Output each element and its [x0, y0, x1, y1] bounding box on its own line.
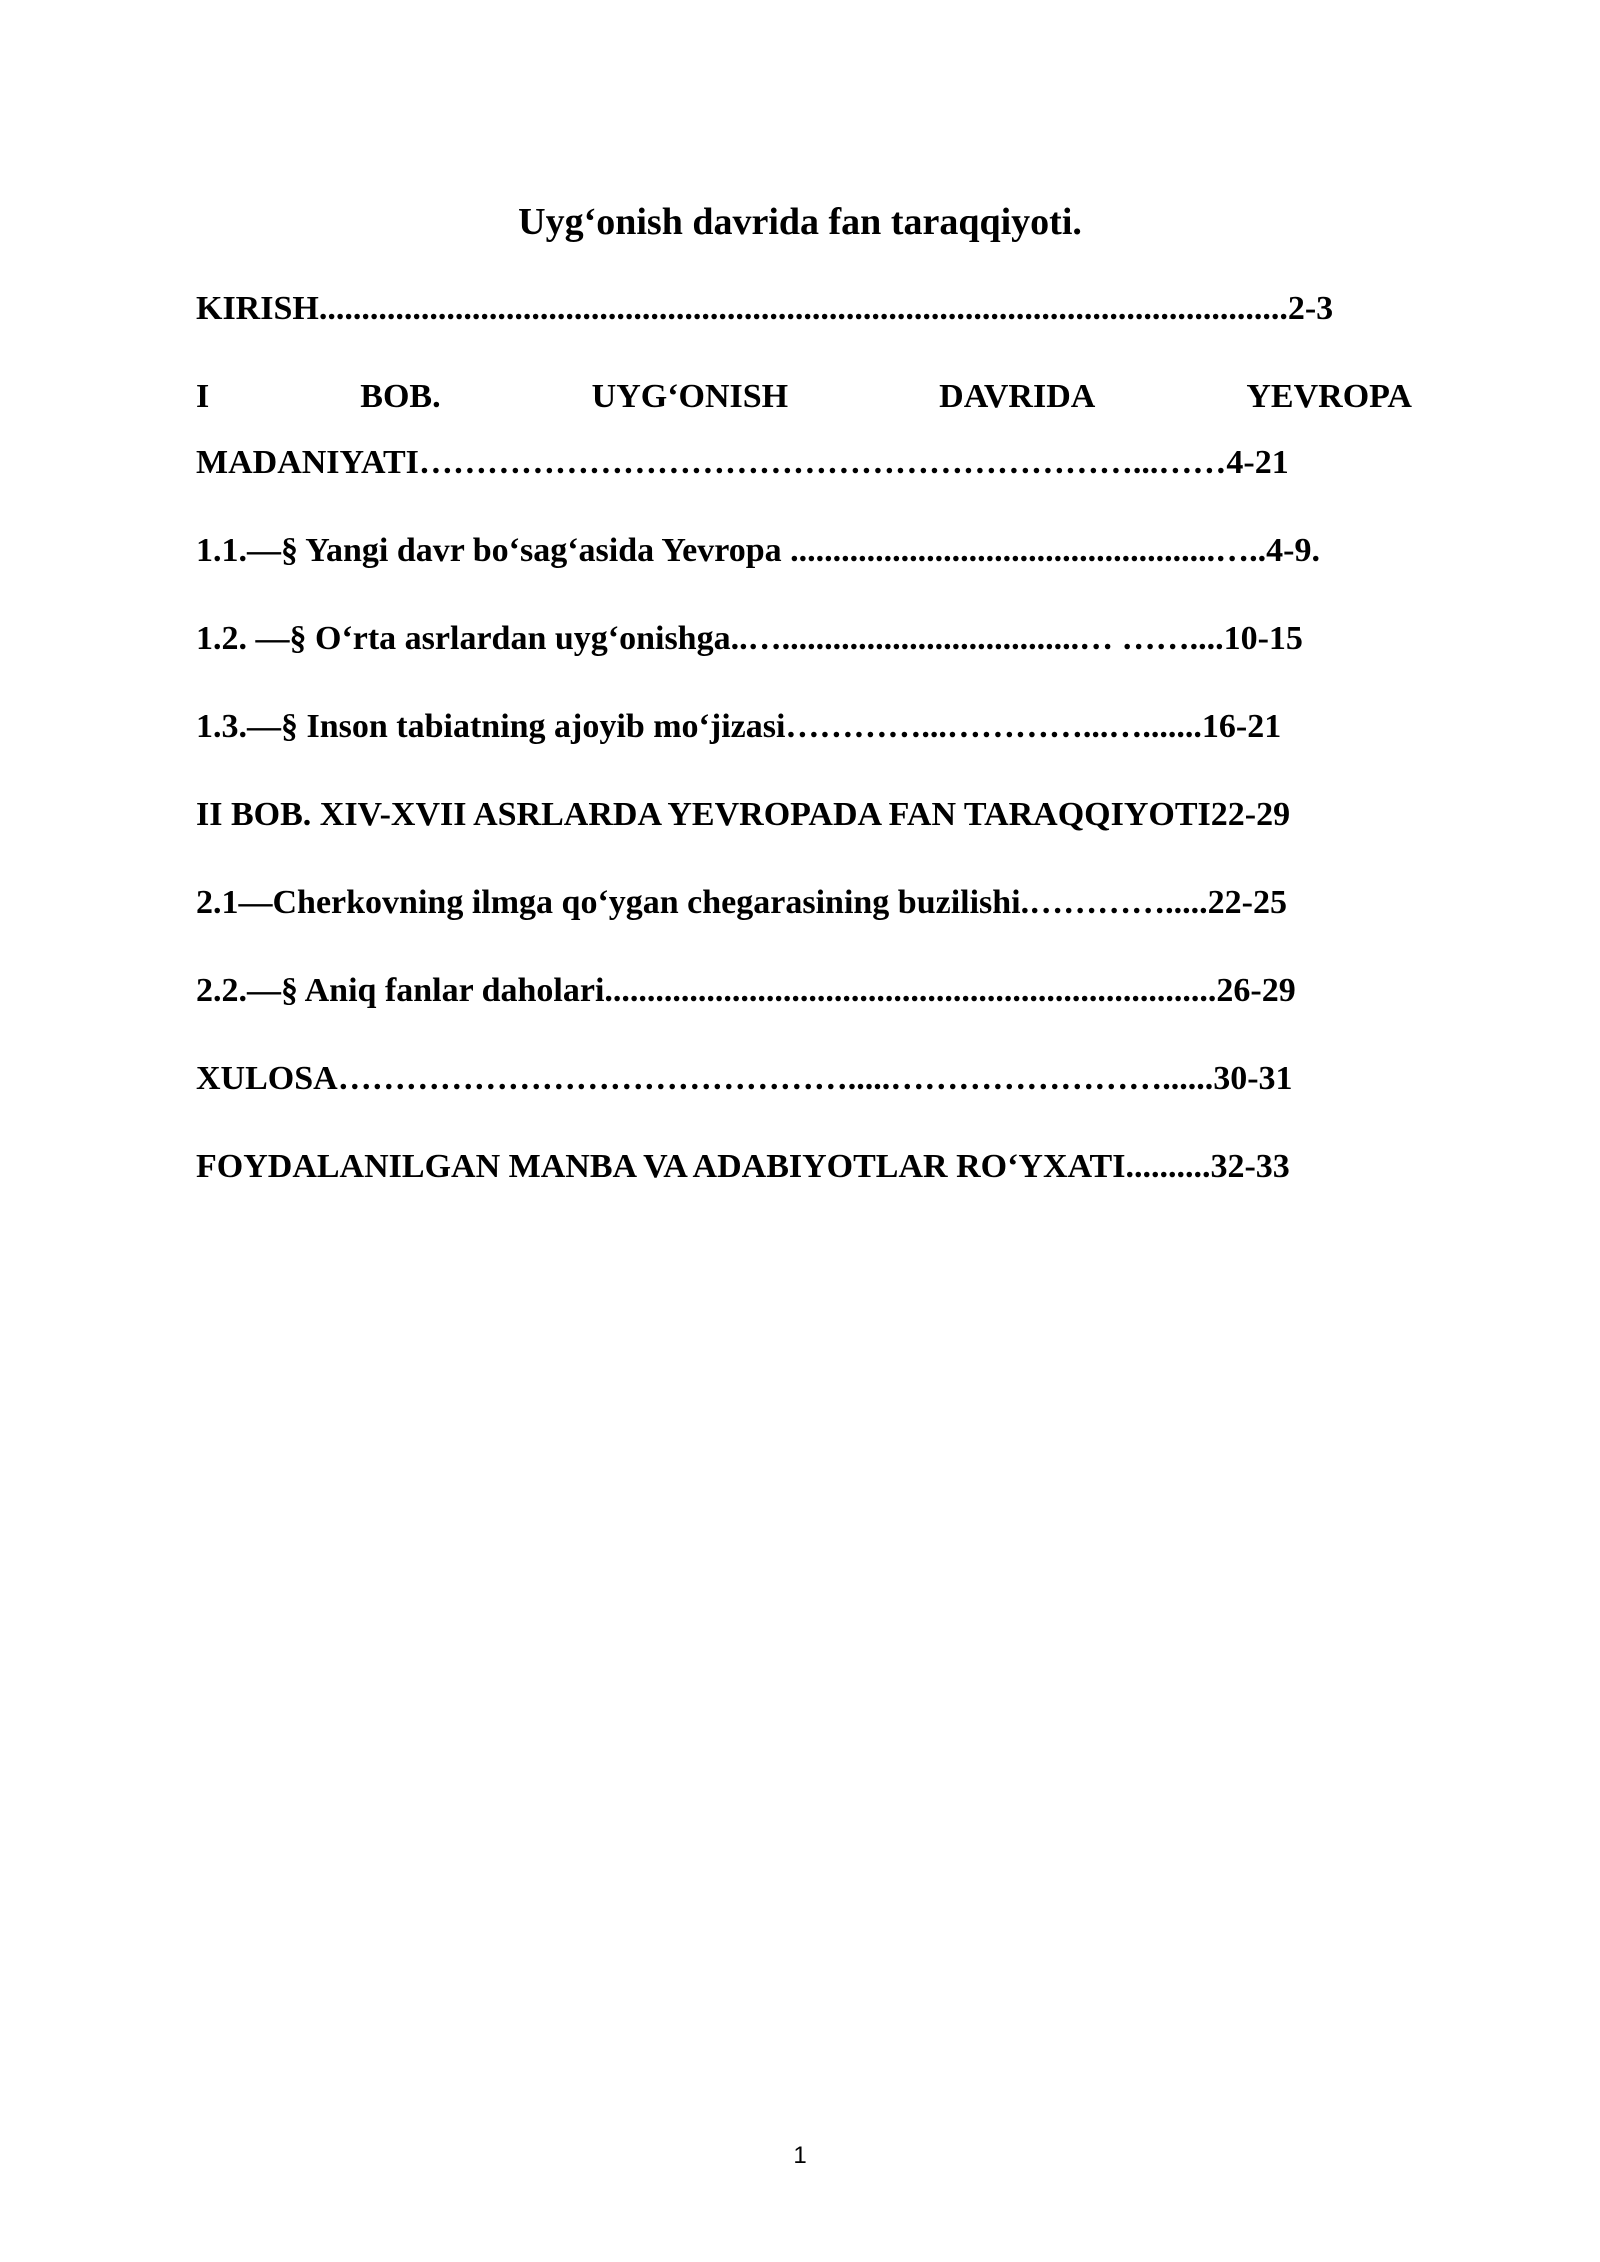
- toc-entry-chapter1-line1: [196, 372, 1412, 422]
- chapter1-word: UYG‘ONISH: [591, 378, 789, 415]
- chapter1-word: I: [196, 378, 210, 415]
- toc-entry-foydalanilgan: FOYDALANILGAN MANBA VA ADABIYOTLAR RO‘YXATI..........32-33: [196, 1148, 1290, 1185]
- chapter1-word: YEVROPA: [1246, 378, 1412, 415]
- chapter1-word: BOB.: [360, 378, 441, 415]
- toc-entry-1-2: 1.2. —§ O‘rta asrlardan uyg‘onishga..…...................................… ……....10-15: [196, 620, 1303, 657]
- toc-entry-1-1: 1.1.—§ Yangi davr bo‘sag‘asida Yevropa ..................................................…..4-9.: [196, 532, 1320, 569]
- page-number: 1: [793, 2142, 807, 2169]
- toc-entry-xulosa: XULOSA……………………………………….....……………………......30-31: [196, 1060, 1293, 1097]
- toc-entry-chapter1-line2: MADANIYATI………………………………………………………...……4-21: [196, 444, 1289, 481]
- toc-entry-2-2: 2.2.—§ Aniq fanlar daholari........................................................................26-29: [196, 972, 1296, 1009]
- toc-entry-1-3: 1.3.—§ Inson tabiatning ajoyib mo‘jizasi…………...…………...….......16-21: [196, 708, 1282, 745]
- chapter1-word: DAVRIDA: [939, 378, 1096, 415]
- toc-entry-kirish: KIRISH..................................................................................................................2-3: [196, 290, 1334, 327]
- document-title: Uyg‘onish davrida fan taraqqiyoti.: [518, 201, 1082, 243]
- toc-entry-2-1: 2.1—Cherkovning ilmga qo‘ygan chegarasining buzilishi.………….....22-25: [196, 884, 1287, 921]
- table-of-contents: [196, 284, 1412, 1192]
- toc-entry-chapter2: II BOB. XIV-XVII ASRLARDA YEVROPADA FAN TARAQQIYOTI22-29: [196, 796, 1291, 833]
